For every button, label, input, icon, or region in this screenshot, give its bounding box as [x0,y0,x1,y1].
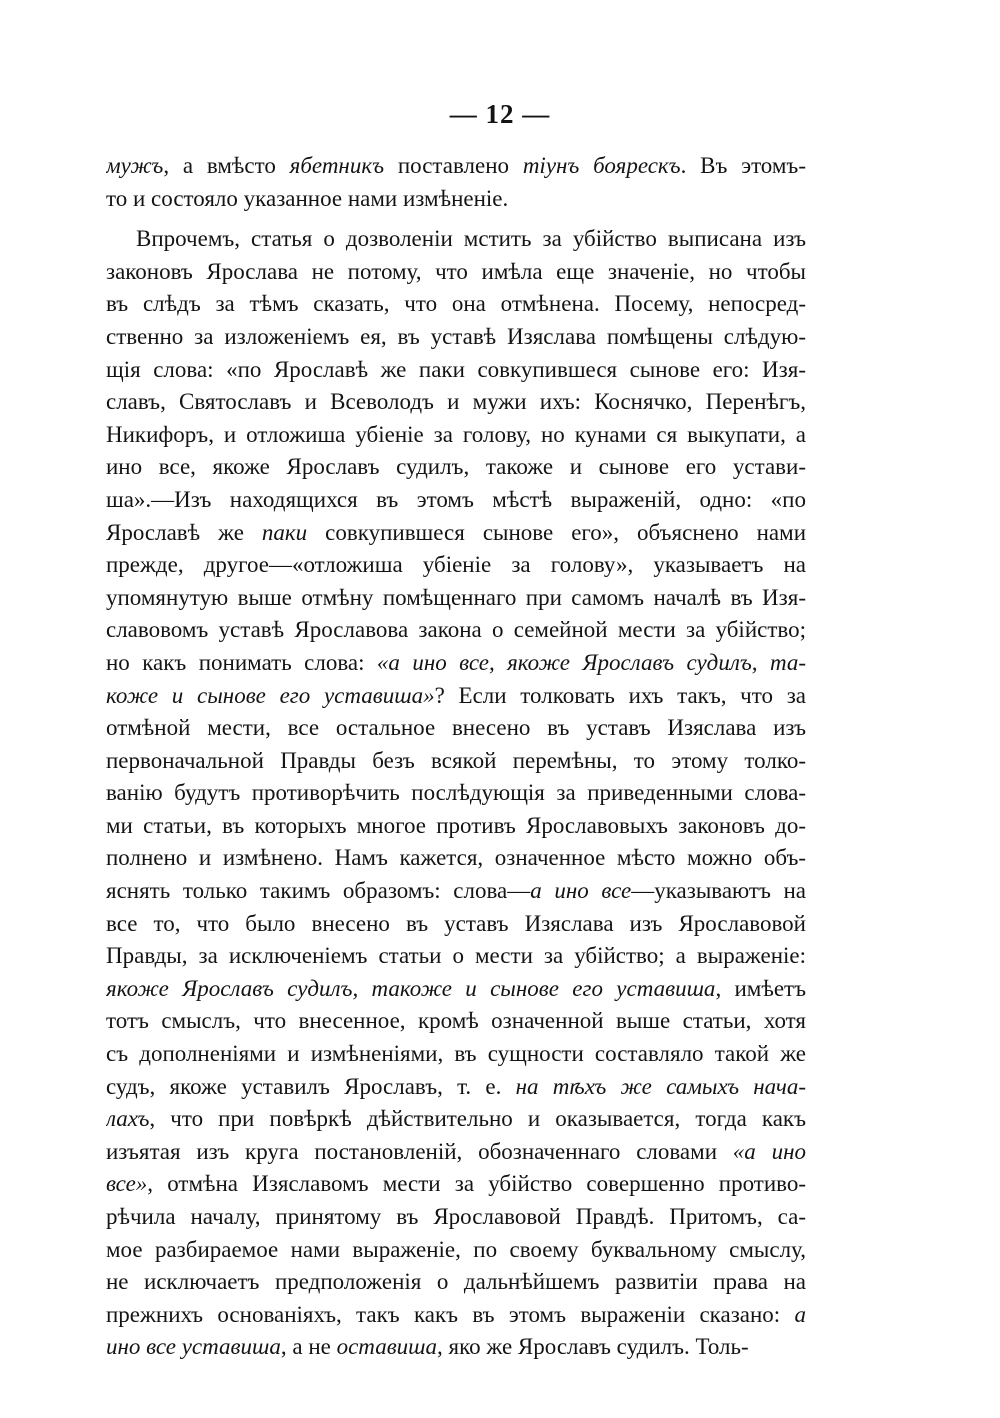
text-segment: Правды, за исключеніемъ статьи о мести за убійство; а выраженіе: [106,943,806,969]
text-segment: , имѣетъ [715,975,806,1001]
text-line [106,517,806,550]
text-segment: полнено и измѣнено. Намъ кажется, означенное мѣсто можно объ- [106,845,806,871]
text-segment: славовомъ уставѣ Ярославова закона о семейной мести за убійство; [106,617,806,643]
text-segment: упомянутую выше отмѣну помѣщеннаго при самомъ началѣ въ Изя- [106,584,806,610]
text-line [106,451,806,484]
text-segment: ? Если толковать ихъ такъ, что за [434,682,806,708]
text-line [106,614,806,647]
text-segment: , а вмѣсто [163,153,290,178]
text-segment: прежнихъ основаніяхъ, такъ какъ въ этомъ выраженіи сказано: [106,1301,795,1327]
italic-text: ино все уставиша [106,1334,281,1360]
text-line [106,810,806,843]
text-line [106,582,806,615]
text-line [106,150,806,183]
text-segment: ино все, якоже Ярославъ судилъ, такоже и сынове его устави- [106,454,806,480]
text-segment: славъ, Святославъ и Всеволодъ и мужи ихъ: Коснячко, Перенѣгъ, [106,389,806,415]
text-segment: поставлено [384,153,523,178]
page-number: — 12 — [449,99,551,129]
text-line [106,1299,806,1332]
text-line [106,386,806,419]
text-line [106,940,806,973]
text-segment: то и состояло указанное нами измѣненіе. [106,185,509,211]
text-segment: , отмѣна Изяславомъ мести за убійство совершенно противо- [147,1171,806,1197]
text-segment: все то, что было внесено въ уставъ Изяслава изъ Ярославовой [106,910,806,936]
text-line [106,354,806,387]
text-segment: яснять только такимъ образомъ: слова— [106,878,531,904]
italic-text: все» [106,1171,148,1197]
text-line [106,288,806,321]
text-segment: судъ, якоже уставилъ Ярославъ, т. е. [106,1073,516,1099]
text-segment: съ дополненіями и измѣненіями, въ сущности составляло такой же [106,1041,806,1067]
text-segment: щія слова: «по Ярославѣ же паки совкупившеся сынове его: Изя- [106,356,806,382]
text-segment: отмѣной мести, все остальное внесено въ уставъ Изяслава изъ [106,715,806,741]
italic-text: паки [261,519,308,545]
text-segment: , яко же Ярославъ судилъ. Толь- [437,1334,749,1360]
text-line [106,875,806,908]
text-segment: законовъ Ярослава не потому, что имѣла еще значеніе, но чтобы [106,258,806,284]
italic-text: мужъ [106,153,164,178]
text-segment: изъятая изъ круга постановленій, обозначеннаго словами [106,1138,733,1164]
text-segment: прежде, другое—«отложиша убіеніе за голову», указываетъ на [106,552,806,578]
text-segment: рѣчила началу, принятому въ Ярославовой Правдѣ. Притомъ, са- [106,1204,806,1229]
text-line [106,908,806,941]
text-line [106,1201,806,1234]
italic-text: на тѣхъ же самыхъ нача- [515,1073,806,1099]
text-segment: ственно за изложеніемъ ея, въ уставѣ Изяслава помѣщены слѣдую- [106,323,806,349]
text-line [106,777,806,810]
text-segment: но какъ понимать слова: [106,649,377,675]
body-text [106,150,806,1364]
italic-text: лахъ [106,1106,150,1132]
text-line [106,1071,806,1104]
text-line [106,1234,806,1267]
text-line [106,321,806,354]
text-segment: ша».—Изъ находящихся въ этомъ мѣстѣ выраженій, одно: «по [106,486,806,512]
text-line [106,647,806,680]
italic-text: «а ино [732,1138,806,1164]
text-segment: мое разбираемое нами выраженіе, по своему буквальному смыслу, [106,1236,806,1262]
text-segment: , а не [280,1334,337,1360]
text-line [106,183,806,216]
text-line [106,1168,806,1201]
text-line [106,223,806,256]
text-line [106,680,806,713]
text-line [106,1331,806,1364]
italic-text: якоже Ярославъ судилъ, такоже и сынове его уставиша [106,975,716,1001]
text-line [106,973,806,1006]
text-line [106,1266,806,1299]
text-line [106,256,806,289]
text-segment: ми статьи, въ которыхъ многое противъ Ярославовыхъ законовъ до- [106,812,806,838]
text-segment: Ярославѣ же [106,519,262,545]
text-segment: совкупившеся сынове его», объяснено нами [307,519,806,545]
text-segment: —указываютъ на [631,878,806,904]
text-line [106,419,806,452]
text-segment: Впрочемъ, статья о дозволеніи мстить за убійство выписана изъ [136,226,806,252]
text-line [106,1005,806,1038]
italic-text: «а ино все, якоже Ярославъ судилъ, та- [376,649,806,675]
text-line [106,1038,806,1071]
text-line [106,484,806,517]
italic-text: оставиша [336,1334,438,1360]
text-line [106,1136,806,1169]
text-segment: ванію будутъ противорѣчить послѣдующія за приведенными слова- [106,780,806,806]
text-segment: тотъ смыслъ, что внесенное, кромѣ означенной выше статьи, хотя [106,1008,806,1034]
text-line [106,712,806,745]
text-segment: въ слѣдъ за тѣмъ сказать, что она отмѣнена. Посему, непосред- [106,291,806,317]
italic-text: ябетникъ [289,153,385,178]
italic-text: а ино все [530,878,632,904]
italic-text: а [794,1301,806,1327]
italic-text: тіунъ боярескъ [522,153,681,178]
text-segment: первоначальной Правды безъ всякой перемѣны, то этому толко- [106,747,806,773]
text-segment: . Въ этомъ- [680,153,806,178]
italic-text: коже и сынове его уставиша» [106,682,435,708]
text-segment: Никифоръ, и отложиша убіеніе за голову, но кунами ся выкупати, а [106,421,806,447]
text-segment: , что при повѣркѣ дѣйствительно и оказывается, тогда какъ [149,1106,806,1132]
text-line [106,842,806,875]
text-line [106,745,806,778]
text-line [106,1103,806,1136]
text-line [106,549,806,582]
text-segment: не исключаетъ предположенія о дальнѣйшемъ развитіи права на [106,1269,806,1295]
